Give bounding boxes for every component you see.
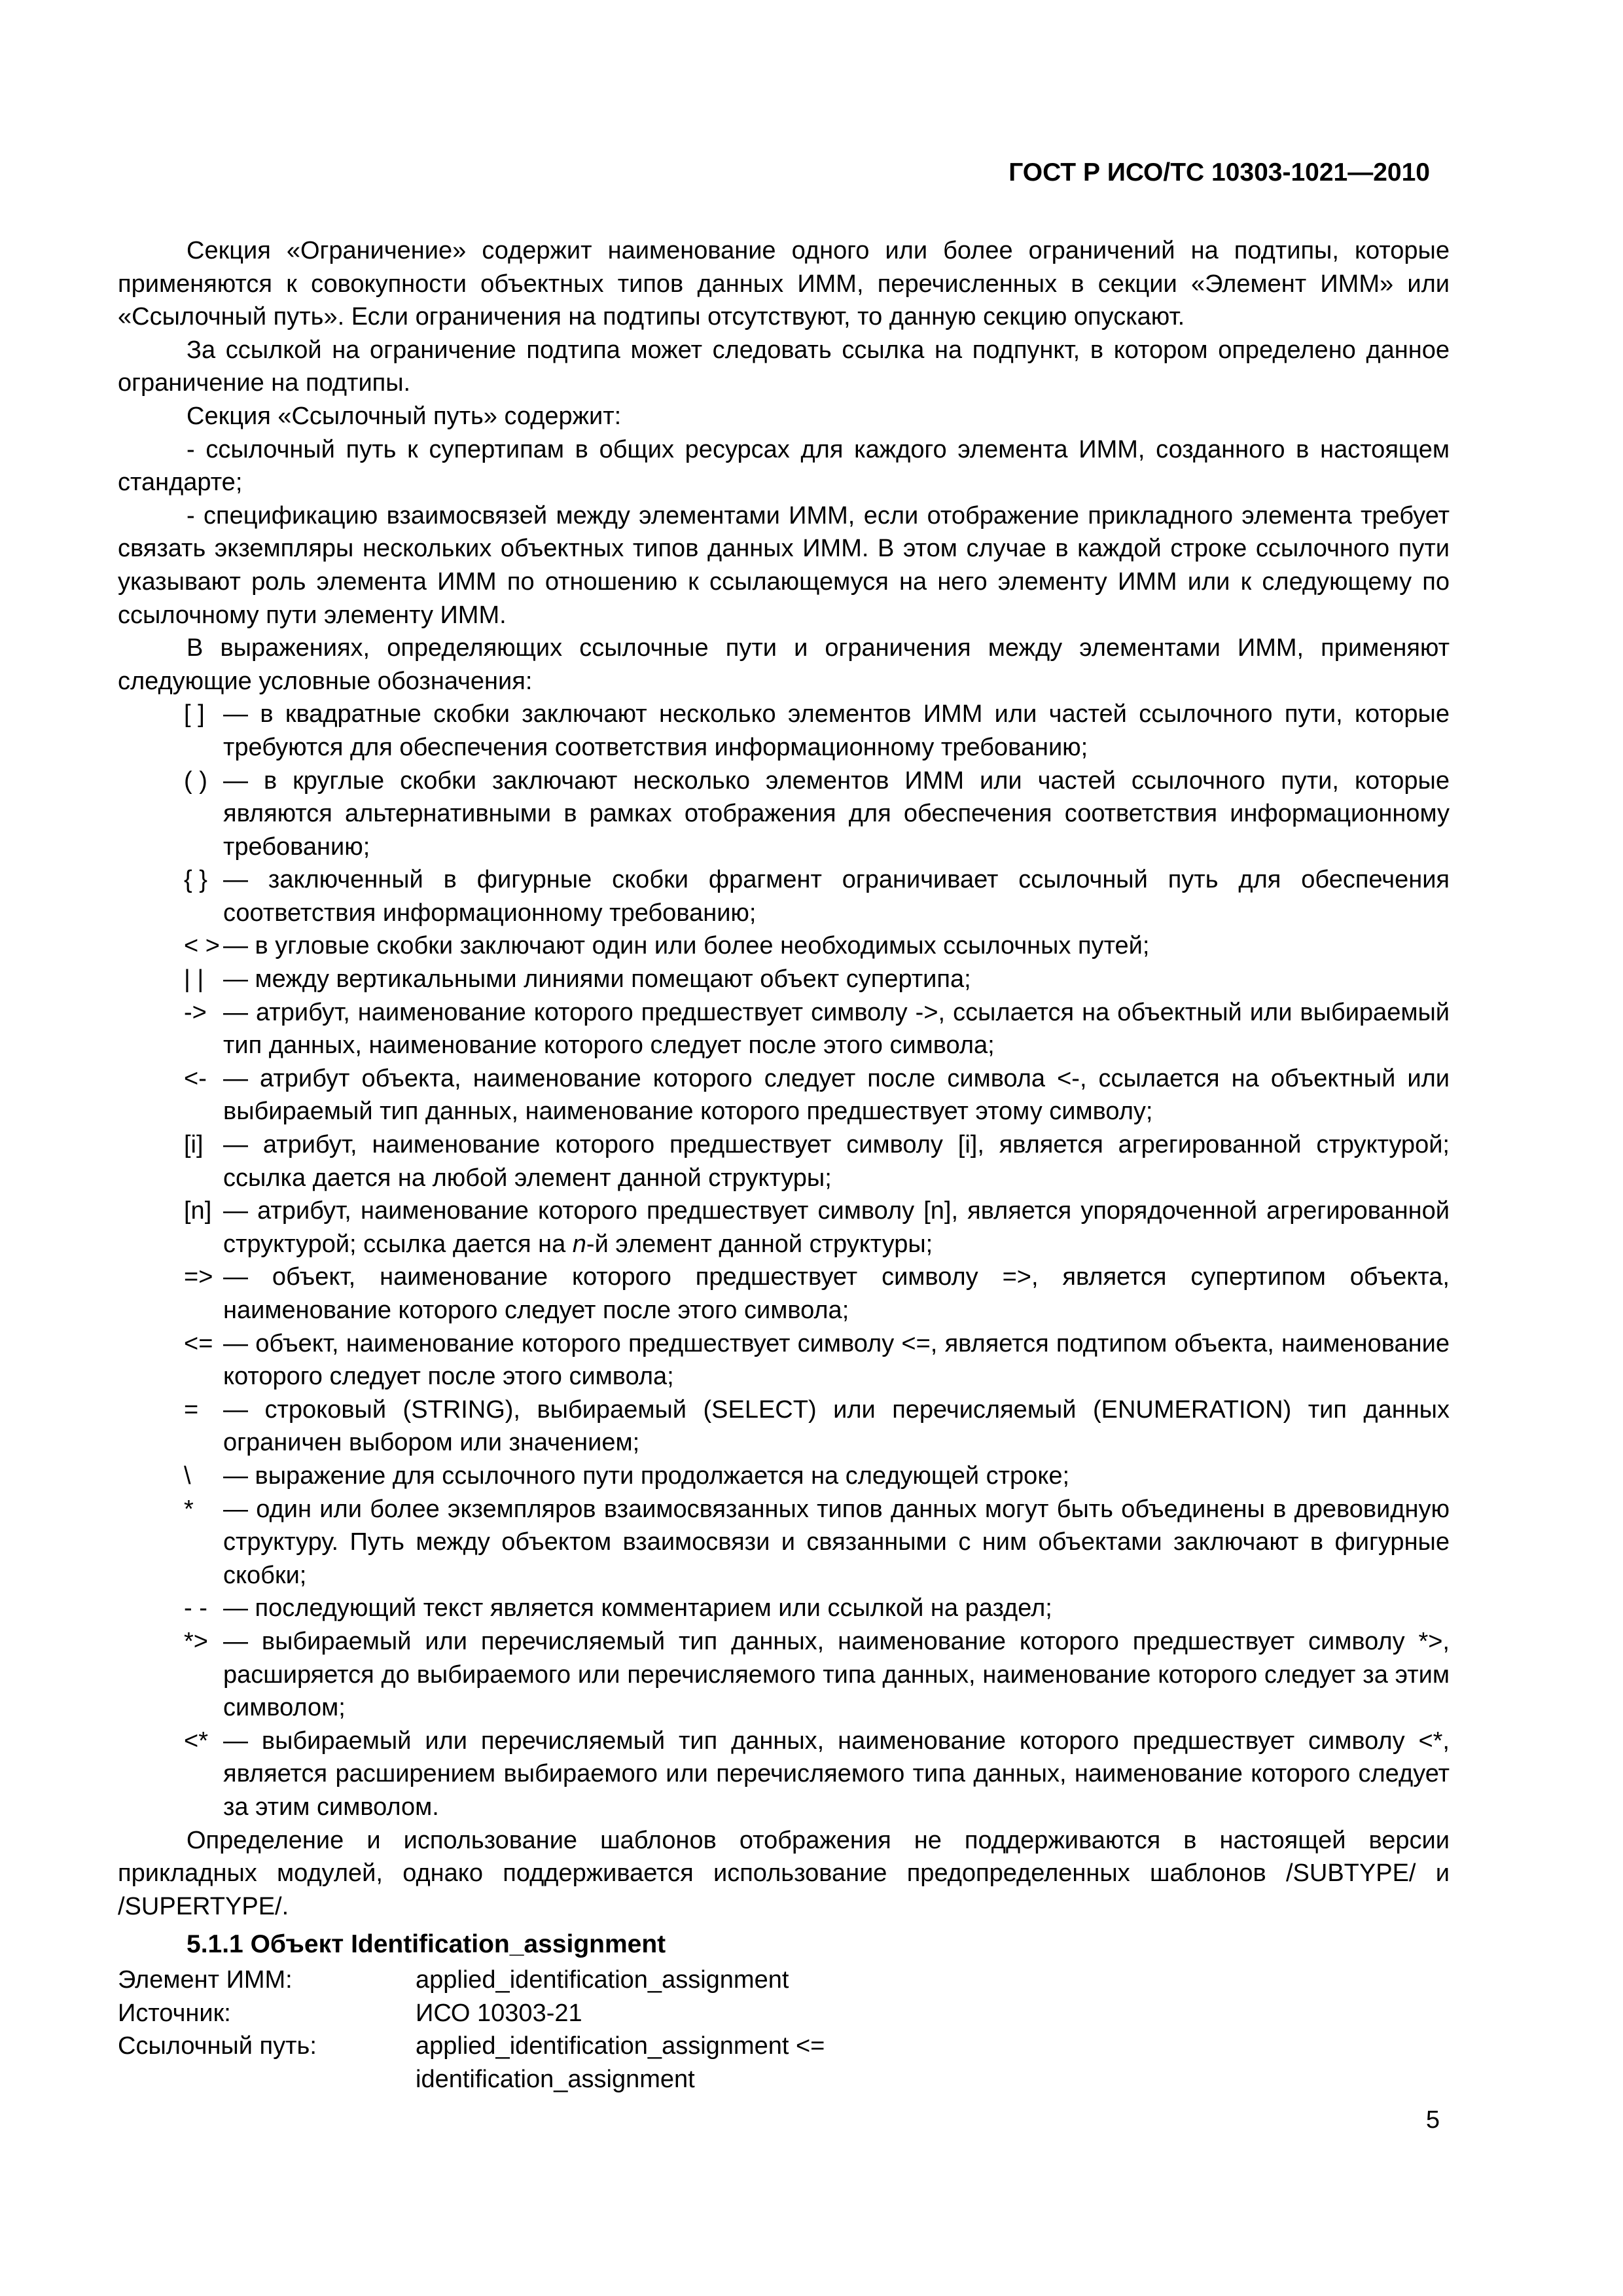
notation-row [184, 963, 1450, 996]
notation-table [184, 698, 1450, 1823]
notation-symbol: < > [184, 932, 220, 960]
mapping-attribute-row [118, 1997, 825, 2030]
mapping-attribute-label: Элемент ИММ: [118, 1966, 293, 1994]
notation-description: — объект, наименование которого предшествует символу =>, является супертипом объекта, наименование которого следует после этого символа; [223, 1263, 1450, 1324]
document-header: ГОСТ Р ИСО/ТС 10303-1021—2010 [1008, 158, 1430, 187]
notation-description: — атрибут, наименование которого предшествует символу [n], является упорядоченной агрегированной структурой; ссылка дается на n-й элемент данной структуры; [223, 1197, 1450, 1258]
notation-row [184, 1327, 1450, 1393]
notation-row [184, 1261, 1450, 1327]
mapping-attribute-row [118, 2030, 825, 2096]
notation-symbol: <* [184, 1727, 208, 1755]
notation-description: — в квадратные скобки заключают несколько элементов ИММ или частей ссылочного пути, которые требуются для обеспечения соответствия информационному требованию; [223, 700, 1450, 761]
mapping-attribute-value: ИСО 10303-21 [416, 1999, 582, 2027]
paragraph-reference-path-section: Секция «Ссылочный путь» содержит: [187, 402, 622, 430]
notation-description: — выбираемый или перечисляемый тип данных, наименование которого предшествует символу *>, расширяется до выбираемого или перечисляемого типа данных, наименование которого следует за этим символом; [223, 1627, 1450, 1722]
notation-symbol: - - [184, 1594, 207, 1623]
notation-row [184, 1194, 1450, 1261]
notation-symbol: = [184, 1395, 199, 1424]
notation-symbol: ( ) [184, 766, 207, 795]
paragraph-mapping-templates: Определение и использование шаблонов отображения не поддерживаются в настоящей версии прикладных модулей, однако поддерживается использование предопределенных шаблонов /SUBTYPE/ и /SUPERTYPE/. [118, 1826, 1450, 1920]
notation-description: — заключенный в фигурные скобки фрагмент ограничивает ссылочный путь для обеспечения соответствия информационному требованию; [223, 866, 1450, 927]
notation-description: — строковый (STRING), выбираемый (SELECT) или перечисляемый (ENUMERATION) тип данных ограничен выбором или значением; [223, 1395, 1450, 1457]
notation-symbol: [i] [184, 1131, 204, 1159]
paragraph-restriction-section: Секция «Ограничение» содержит наименование одного или более ограничений на подтипы, которые применяются к совокупности объектных типов данных ИММ, перечисленных в секции «Элемент ИММ» или «Ссылочный путь». Если ограничения на подтипы отсутствуют, то данную секцию опускают. [118, 237, 1450, 331]
notation-row [184, 1393, 1450, 1460]
notation-description: — один или более экземпляров взаимосвязанных типов данных могут быть объединены в древовидную структуру. Путь между объектом взаимосвязи и связанными с ним объектами заключают в фигурные скобки; [223, 1495, 1450, 1589]
mapping-attribute-value [416, 2030, 825, 2096]
notation-row [184, 1493, 1450, 1592]
reference-path-line: applied_identification_assignment <= [416, 2032, 825, 2060]
notation-row [184, 1062, 1450, 1128]
paragraph-reference-path-item-1: - ссылочный путь к супертипам в общих ресурсах для каждого элемента ИММ, созданного в настоящем стандарте; [118, 435, 1450, 497]
mapping-attribute-row [118, 1964, 825, 1997]
notation-symbol: *> [184, 1627, 208, 1655]
notation-description: — выражение для ссылочного пути продолжается на следующей строке; [223, 1462, 1070, 1490]
notation-description: — атрибут, наименование которого предшествует символу [i], является агрегированной структурой; ссылка дается на любой элемент данной структуры; [223, 1131, 1450, 1192]
notation-symbol: * [184, 1495, 194, 1523]
notation-row [184, 698, 1450, 764]
notation-symbol: <- [184, 1064, 207, 1092]
notation-description: — атрибут объекта, наименование которого следует после символа <-, ссылается на объектный или выбираемый тип данных, наименование которого предшествует этому символу; [223, 1064, 1450, 1126]
notation-symbol: [n] [184, 1197, 212, 1225]
mapping-attribute-value: applied_identification_assignment [416, 1966, 789, 1994]
notation-symbol: \ [184, 1462, 191, 1490]
notation-description: — между вертикальными линиями помещают объект супертипа; [223, 965, 971, 994]
notation-row [184, 929, 1450, 963]
notation-row [184, 1128, 1450, 1194]
page-number: 5 [1425, 2106, 1440, 2134]
notation-description: — последующий текст является комментарием или ссылкой на раздел; [223, 1594, 1052, 1623]
mapping-attributes-table [118, 1964, 825, 2096]
notation-row [184, 1625, 1450, 1725]
notation-row [184, 764, 1450, 864]
notation-description: — в угловые скобки заключают один или более необходимых ссылочных путей; [223, 932, 1150, 960]
notation-description: — объект, наименование которого предшествует символу <=, является подтипом объекта, наименование которого следует после этого символа; [223, 1329, 1450, 1391]
notation-symbol: => [184, 1263, 213, 1291]
notation-row [184, 1725, 1450, 1824]
notation-description: — в круглые скобки заключают несколько элементов ИММ или частей ссылочного пути, которые являются альтернативными в рамках отображения для обеспечения соответствия информационному требованию; [223, 766, 1450, 861]
notation-symbol: | | [184, 965, 204, 994]
notation-row [184, 996, 1450, 1062]
document-body [118, 234, 1450, 2096]
notation-row [184, 1460, 1450, 1493]
paragraph-reference-path-item-2: - спецификацию взаимосвязей между элементами ИММ, если отображение прикладного элемента требует связать экземпляры нескольких объектных типов данных ИММ. В этом случае в каждой строке ссылочного пути указывают роль элемента ИММ по отношению к ссылающемуся на него элементу ИММ или к следующему по ссылочному пути элементу ИММ. [118, 501, 1450, 629]
reference-path-line: identification_assignment [416, 2066, 695, 2094]
mapping-attribute-label: Источник: [118, 1999, 231, 2027]
notation-row [184, 1592, 1450, 1625]
paragraph-restriction-reference: За ссылкой на ограничение подтипа может следовать ссылка на подпункт, в котором определено данное ограничение на подтипы. [118, 336, 1450, 397]
notation-symbol: [ ] [184, 700, 205, 728]
notation-symbol: { } [184, 866, 207, 894]
mapping-attribute-label: Ссылочный путь: [118, 2032, 317, 2060]
notation-description: — атрибут, наименование которого предшествует символу ->, ссылается на объектный или выбираемый тип данных, наименование которого следует после этого символа; [223, 998, 1450, 1060]
subsection-title: 5.1.1 Объект Identification_assignment [187, 1930, 666, 1959]
notation-symbol: <= [184, 1329, 213, 1357]
notation-row [184, 863, 1450, 929]
notation-symbol: -> [184, 998, 207, 1026]
paragraph-notation-intro: В выражениях, определяющих ссылочные пути и ограничения между элементами ИММ, применяют следующие условные обозначения: [118, 634, 1450, 695]
notation-description: — выбираемый или перечисляемый тип данных, наименование которого предшествует символу <*, является расширением выбираемого или перечисляемого типа данных, наименование которого следует за этим символом. [223, 1727, 1450, 1821]
